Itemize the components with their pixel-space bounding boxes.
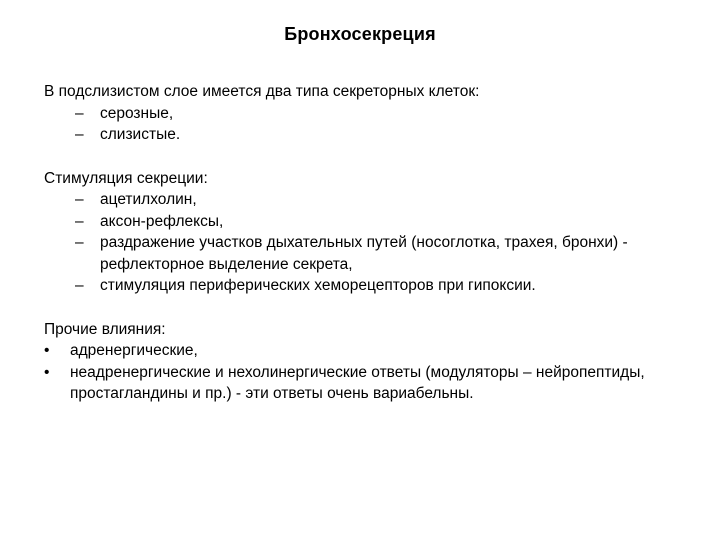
dash-marker: – xyxy=(75,212,84,230)
list-item: – серозные, xyxy=(44,103,694,125)
list-item: – ацетилхолин, xyxy=(44,189,694,211)
list-item: – раздражение участков дыхательных путей (носоглотка, трахея, бронхи) - рефлекторное выделение секрета, xyxy=(75,234,628,273)
section-stimulation-heading: Стимуляция секреции: xyxy=(44,169,208,187)
list-item: – аксон-рефлексы, xyxy=(44,211,694,233)
bullet-marker: • xyxy=(44,342,50,359)
dash-marker: – xyxy=(75,126,84,143)
list-item: • адренергические, xyxy=(44,340,694,362)
section-other-influences-heading: Прочие влияния: xyxy=(44,320,166,338)
dash-marker: – xyxy=(75,104,84,122)
secretory-cells-list xyxy=(44,103,694,146)
dash-marker: – xyxy=(75,234,84,251)
dash-marker: – xyxy=(75,277,84,294)
slide-body xyxy=(44,81,694,405)
list-item: • неадренергические и нехолинергические ответы (модуляторы – нейропептиды, простагландины и пр.) - эти ответы очень вариабельны. xyxy=(44,363,645,402)
bullet-marker: • xyxy=(44,363,50,381)
other-influences-list xyxy=(44,340,694,405)
dash-marker: – xyxy=(75,191,84,208)
page-title: Бронхосекреция xyxy=(284,24,436,44)
stimulation-list xyxy=(44,189,694,297)
section-secretory-cells-heading: В подслизистом слое имеется два типа секреторных клеток: xyxy=(44,83,480,100)
list-item: – слизистые. xyxy=(44,124,694,146)
list-item: – стимуляция периферических хеморецепторов при гипоксии. xyxy=(44,275,694,297)
